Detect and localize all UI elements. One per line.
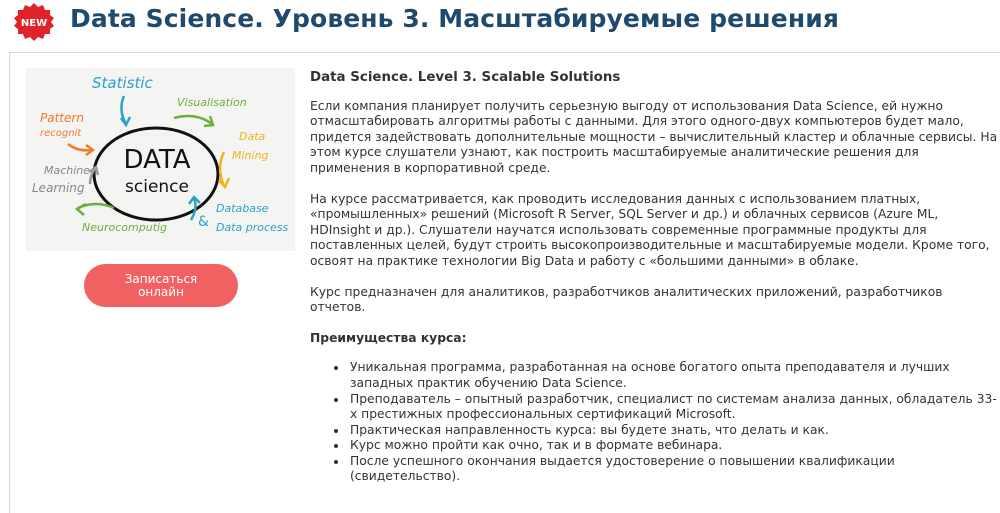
image-word-data: DATA xyxy=(123,145,191,175)
benefit-item: • Курс можно пройти как очно, так и в формате вебинара. xyxy=(348,438,1000,454)
enroll-online-button[interactable] xyxy=(84,264,238,307)
course-description xyxy=(310,68,1000,485)
benefits-list xyxy=(310,360,1000,485)
image-word-learning: Learning xyxy=(32,181,85,195)
image-word-database: Database xyxy=(216,202,269,215)
data-science-illustration xyxy=(26,68,295,251)
benefit-item: • Практическая направленность курса: вы будете знать, что делать и как. xyxy=(348,423,1000,439)
description-paragraph: На курсе рассматривается, как проводить исследования данных с использованием платных, «промышленных» решений (Microsoft R Server, SQL Server и др.) и облачных сервисов (Azure ML, HDInsight и др.). Слушатели научатся использовать современные программные продукты для поставленных целей, будут строить высокопроизводительные и масштабируемые модели. Кроме того, освоят на практике технологии Big Data и работу с «большими данными» в облаке. xyxy=(310,191,990,268)
image-word-data-process: Data process xyxy=(216,221,289,234)
benefit-item: • После успешного окончания выдается удостоверение о повышении квалификации (свидетельство). xyxy=(348,454,1000,485)
benefit-item: • Уникальная программа, разработанная на основе богатого опыта преподавателя и лучших западных практик обучению Data Science. xyxy=(348,360,1000,391)
image-word-science: science xyxy=(125,177,189,197)
course-image xyxy=(26,68,295,251)
new-badge-icon xyxy=(12,2,56,42)
enroll-button-label: Записаться онлайн xyxy=(124,271,198,299)
description-paragraph: Если компания планирует получить серьезную выгоду от использования Data Science, ей нужно отмасштабировать алгоритмы работы с данными. Для этого одного-двух компьютеров будет мало, придется задействовать дополнительные мощности – вычислительный кластер и облачные сервисы. На этом курсе слушатели узнают, как построить масштабируемые аналитические решения для применения в корпоративной среде. xyxy=(310,98,998,175)
benefits-heading: Преимущества курса: xyxy=(310,330,467,345)
page-header xyxy=(0,0,1000,44)
image-word-neurocomputing: Neurocomputig xyxy=(82,221,168,234)
image-word-data-mining-2: Mining xyxy=(232,149,269,162)
image-word-recognit: recognit xyxy=(40,128,82,139)
image-word-machine: Machine xyxy=(44,164,91,177)
description-paragraph: Курс предназначен для аналитиков, разработчиков аналитических приложений, разработчиков отчетов. xyxy=(310,284,943,315)
page-title: Data Science. Уровень 3. Масштабируемые решения xyxy=(70,4,839,33)
image-word-pattern: Pattern xyxy=(40,111,84,125)
image-word-statistic: Statistic xyxy=(92,74,153,92)
image-word-visualisation: Visualisation xyxy=(177,96,247,109)
benefit-item: • Преподаватель – опытный разработчик, специалист по системам анализа данных, обладатель 33-х престижных профессиональных сертификаций Microsoft. xyxy=(348,392,1000,423)
course-subtitle: Data Science. Level 3. Scalable Solutions xyxy=(310,70,621,85)
image-word-data-mining-1: Data xyxy=(239,130,266,143)
image-word-ampersand: & xyxy=(198,214,209,230)
badge-label: NEW xyxy=(20,18,48,29)
